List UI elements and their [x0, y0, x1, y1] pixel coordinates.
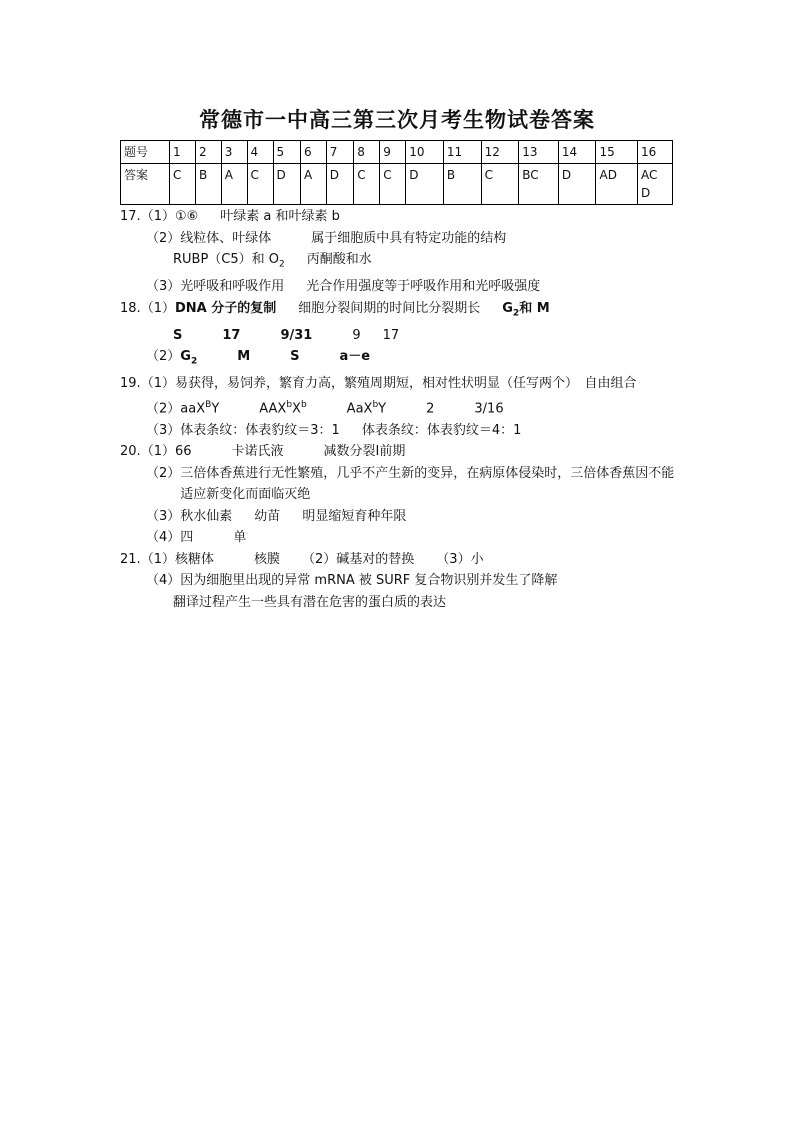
subscript: 2	[279, 259, 285, 270]
cell-answer: D	[326, 164, 353, 205]
q18-part1	[120, 298, 680, 325]
genotype-segment: X	[292, 401, 301, 417]
cell-number: 2	[196, 141, 222, 164]
cell-answer: C	[247, 164, 273, 205]
answer-text-segment: 幼苗	[254, 508, 281, 524]
answer-text-segment: ①⑥	[174, 209, 199, 224]
row-label-answers: 答案	[121, 164, 170, 205]
answer-text-segment: 核糖体	[174, 551, 214, 567]
genotype-segment: Y	[211, 401, 220, 417]
part-label: （2）	[302, 551, 337, 567]
answer-text-segment: DNA 分子的复制	[174, 300, 277, 316]
cell-answer: D	[273, 164, 300, 205]
subscript: 2	[190, 356, 198, 367]
superscript: B	[205, 399, 212, 410]
answer-text-segment: 卡诺氏液	[231, 444, 284, 460]
answer-text-segment: 碱基对的替换	[336, 551, 415, 567]
cell-answer: B	[443, 164, 481, 205]
q18-part1-line2	[120, 325, 680, 347]
part-label: （1）	[140, 376, 175, 392]
answer-text-segment: 细胞分裂间期的时间比分裂期长	[298, 300, 481, 316]
cell-answer: AD	[596, 164, 638, 205]
q20-part2	[120, 463, 680, 506]
cell-answer: AC D	[638, 164, 673, 205]
question-number: 17.	[120, 209, 141, 224]
cell-number: 4	[247, 141, 273, 164]
q17-part2	[120, 228, 680, 250]
answer-text-segment: 体表条纹：体表豹纹＝4：1	[361, 422, 522, 438]
cell-answer: C	[354, 164, 380, 205]
cell-number: 1	[170, 141, 196, 164]
part-label: （3）	[436, 551, 471, 567]
cell-number: 13	[519, 141, 559, 164]
answer-text-segment: 单	[233, 530, 247, 546]
cell-number: 9	[380, 141, 406, 164]
superscript: b	[286, 399, 293, 410]
superscript: b	[300, 399, 307, 410]
q21-part1	[120, 549, 680, 571]
page-title: 常德市一中高三第三次月考生物试卷答案	[199, 107, 595, 132]
answer-text-segment: 2	[426, 401, 435, 417]
q20-part1	[120, 441, 680, 463]
answer-text	[120, 206, 680, 613]
q20-part3	[120, 506, 680, 528]
answer-text-segment: 小	[470, 551, 484, 567]
cell-number: 10	[406, 141, 444, 164]
cell-number: 12	[481, 141, 519, 164]
part-label: （2）	[146, 401, 181, 417]
cell-number: 11	[443, 141, 481, 164]
answer-text-segment: 3/16	[474, 401, 504, 417]
answer-text-segment: 和 M	[519, 300, 550, 316]
question-number: 19.	[120, 376, 141, 392]
answer-text-segment: 9	[352, 327, 361, 343]
answer-text-segment: 易获得，易饲养，繁育力高，繁殖周期短，相对性状明显（任写两个） 自由组合	[174, 376, 637, 392]
part-label: （2）	[146, 230, 181, 246]
cell-answer: C	[170, 164, 196, 205]
part-label: （2）	[146, 465, 181, 481]
cell-answer: C	[481, 164, 519, 205]
answer-text-segment: 秋水仙素	[180, 508, 233, 524]
q19-part2	[120, 395, 680, 420]
answer-text-segment: 光合作用强度等于呼吸作用和光呼吸强度	[306, 279, 541, 295]
cell-number: 8	[354, 141, 380, 164]
subscript: 2	[512, 308, 520, 319]
cell-answer: A	[300, 164, 326, 205]
answer-text-segment: 核膜	[253, 551, 280, 567]
answer-text-segment: 减数分裂Ⅰ前期	[323, 444, 406, 460]
answer-text-segment: M	[237, 349, 251, 365]
cell-answer: C	[380, 164, 406, 205]
q20-part4	[120, 527, 680, 549]
part-label: （1）	[140, 444, 175, 460]
part-label: （2）	[146, 349, 181, 365]
answer-text-segment: 叶绿素 a 和叶绿素 b	[220, 209, 340, 224]
row-label-numbers: 题号	[121, 141, 170, 164]
answer-text-segment: 丙酮酸和水	[306, 252, 372, 267]
answer-text-segment: S	[290, 349, 300, 365]
q19-part1	[120, 373, 680, 395]
cell-number: 14	[558, 141, 596, 164]
part-label: （1）	[140, 551, 175, 567]
answer-text-segment: S	[173, 327, 183, 343]
cell-number: 5	[273, 141, 300, 164]
genotype-segment: AAX	[259, 401, 287, 417]
question-number: 21.	[120, 551, 141, 567]
cell-answer: D	[558, 164, 596, 205]
cell-answer: BC	[519, 164, 559, 205]
answer-text-segment: 光呼吸和呼吸作用	[180, 279, 285, 295]
answer-text-segment: 9/31	[280, 327, 313, 343]
answer-text-segment: 17	[382, 327, 400, 343]
part-label: （3）	[146, 508, 181, 524]
answer-text-segment: 66	[174, 444, 192, 460]
superscript: b	[372, 399, 379, 410]
answer-text-segment: 属于细胞质中具有特定功能的结构	[311, 230, 507, 246]
answer-text-segment: a－e	[339, 349, 371, 365]
answer-text-segment: RUBP（C5）和 O	[173, 252, 280, 267]
part-label: （1）	[140, 300, 175, 316]
answer-text-segment: 翻译过程产生一些具有潜在危害的蛋白质的表达	[173, 594, 447, 610]
question-number: 20.	[120, 444, 141, 460]
q17-part2-line2	[120, 249, 680, 276]
q19-part3	[120, 420, 680, 442]
cell-number: 7	[326, 141, 353, 164]
answer-text-segment: 明显缩短育种年限	[302, 508, 407, 524]
q21-part4-line2	[120, 592, 680, 614]
part-label: （3）	[146, 279, 181, 295]
question-number: 18.	[120, 300, 141, 316]
q17-part3	[120, 276, 680, 298]
q17-part1	[120, 206, 680, 228]
answer-text-segment: 体表条纹：体表豹纹＝3：1	[180, 422, 340, 438]
genotype-segment: Y	[378, 401, 387, 417]
genotype-segment: AaX	[346, 401, 373, 417]
answer-text-segment: G	[180, 349, 191, 365]
answer-text-segment: 因为细胞里出现的异常 mRNA 被 SURF 复合物识别并发生了降解	[180, 573, 558, 589]
q21-part4	[120, 570, 680, 592]
table-row-answers	[121, 164, 673, 205]
cell-number: 3	[221, 141, 247, 164]
cell-answer: D	[406, 164, 444, 205]
part-label: （3）	[146, 422, 181, 438]
part-label: （1）	[140, 209, 175, 224]
cell-number: 15	[596, 141, 638, 164]
cell-number: 6	[300, 141, 326, 164]
answer-table	[120, 140, 673, 205]
answer-text-segment: 线粒体、叶绿体	[180, 230, 272, 246]
cell-number: 16	[638, 141, 673, 164]
q18-part2	[120, 346, 680, 373]
cell-answer: B	[196, 164, 222, 205]
part-label: （4）	[146, 573, 181, 589]
cell-answer: A	[221, 164, 247, 205]
answer-text-segment: 三倍体香蕉进行无性繁殖，几乎不产生新的变异，在病原体侵染时，三倍体香蕉因不能适应新变化而面临灭绝	[180, 465, 675, 503]
answer-text-segment: G	[502, 300, 513, 316]
table-row-numbers	[121, 141, 673, 164]
answer-text-segment: 四	[180, 530, 194, 546]
part-label: （4）	[146, 530, 181, 546]
answer-text-segment: 17	[222, 327, 241, 343]
genotype-segment: aaX	[180, 401, 206, 417]
